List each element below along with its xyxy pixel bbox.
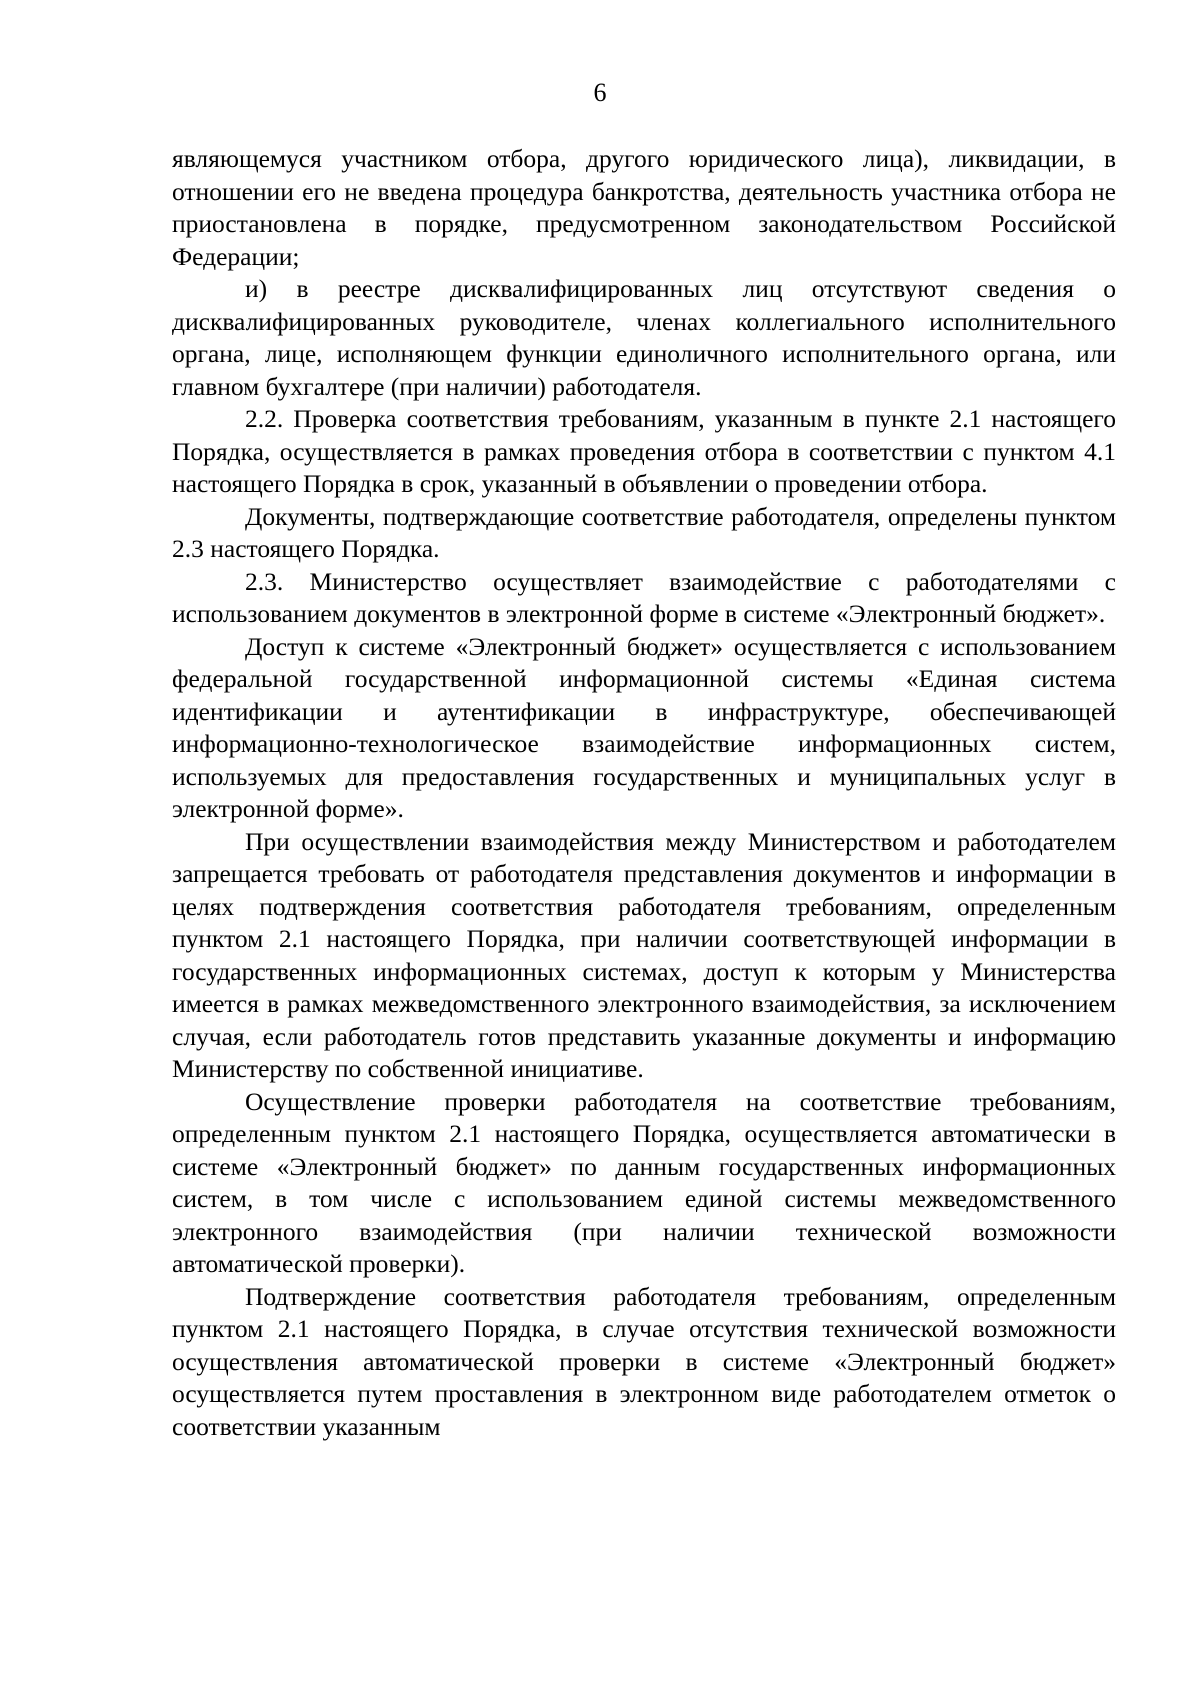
paragraph-confirmation: Подтверждение соответствия работодателя требованиям, определенным пунктом 2.1 настоящего Порядка, в случае отсутствия технической возможности осуществления автоматической проверки в системе «Электронный бюджет» осуществляется путем проставления в электронном виде работодателем отметок о соответствии указанным bbox=[172, 1281, 1116, 1441]
page-number: 6 bbox=[593, 78, 607, 107]
paragraph-continuation: являющемуся участником отбора, другого юридического лица), ликвидации, в отношении его не введена процедура банкротства, деятельность участника отбора не приостановлена в порядке, предусмотренном законодательством Российской Федерации; bbox=[172, 144, 1116, 271]
document-body bbox=[172, 143, 1116, 1443]
paragraph-access: Доступ к системе «Электронный бюджет» осуществляется с использованием федеральной государственной информационной системы «Единая система идентификации и аутентификации в инфраструктуре, обеспечивающей информационно-технологическое взаимодействие информационных систем, используемых для предоставления государственных и муниципальных услуг в электронной форме». bbox=[172, 631, 1116, 823]
paragraph-2-3: 2.3. Министерство осуществляет взаимодействие с работодателями с использованием документов в электронной форме в системе «Электронный бюджет». bbox=[172, 566, 1116, 628]
paragraph-documents: Документы, подтверждающие соответствие работодателя, определены пунктом 2.3 настоящего Порядка. bbox=[172, 501, 1116, 563]
paragraph-verification: Осуществление проверки работодателя на соответствие требованиям, определенным пунктом 2.1 настоящего Порядка, осуществляется автоматически в системе «Электронный бюджет» по данным государственных информационных систем, в том числе с использованием единой системы межведомственного электронного взаимодействия (при наличии технической возможности автоматической проверки). bbox=[172, 1086, 1116, 1278]
paragraph-item-i: и) в реестре дисквалифицированных лиц отсутствуют сведения о дисквалифицированных руководителе, членах коллегиального исполнительного органа, лице, исполняющем функции единоличного исполнительного органа, или главном бухгалтере (при наличии) работодателя. bbox=[172, 274, 1116, 401]
paragraph-interaction: При осуществлении взаимодействия между Министерством и работодателем запрещается требовать от работодателя представления документов и информации в целях подтверждения соответствия работодателя требованиям, определенным пунктом 2.1 настоящего Порядка, при наличии соответствующей информации в государственных информационных системах, доступ к которым у Министерства имеется в рамках межведомственного электронного взаимодействия, за исключением случая, если работодатель готов представить указанные документы и информацию Министерству по собственной инициативе. bbox=[172, 826, 1116, 1083]
paragraph-2-2: 2.2. Проверка соответствия требованиям, указанным в пункте 2.1 настоящего Порядка, осуществляется в рамках проведения отбора в соответствии с пунктом 4.1 настоящего Порядка в срок, указанный в объявлении о проведении отбора. bbox=[172, 404, 1116, 498]
